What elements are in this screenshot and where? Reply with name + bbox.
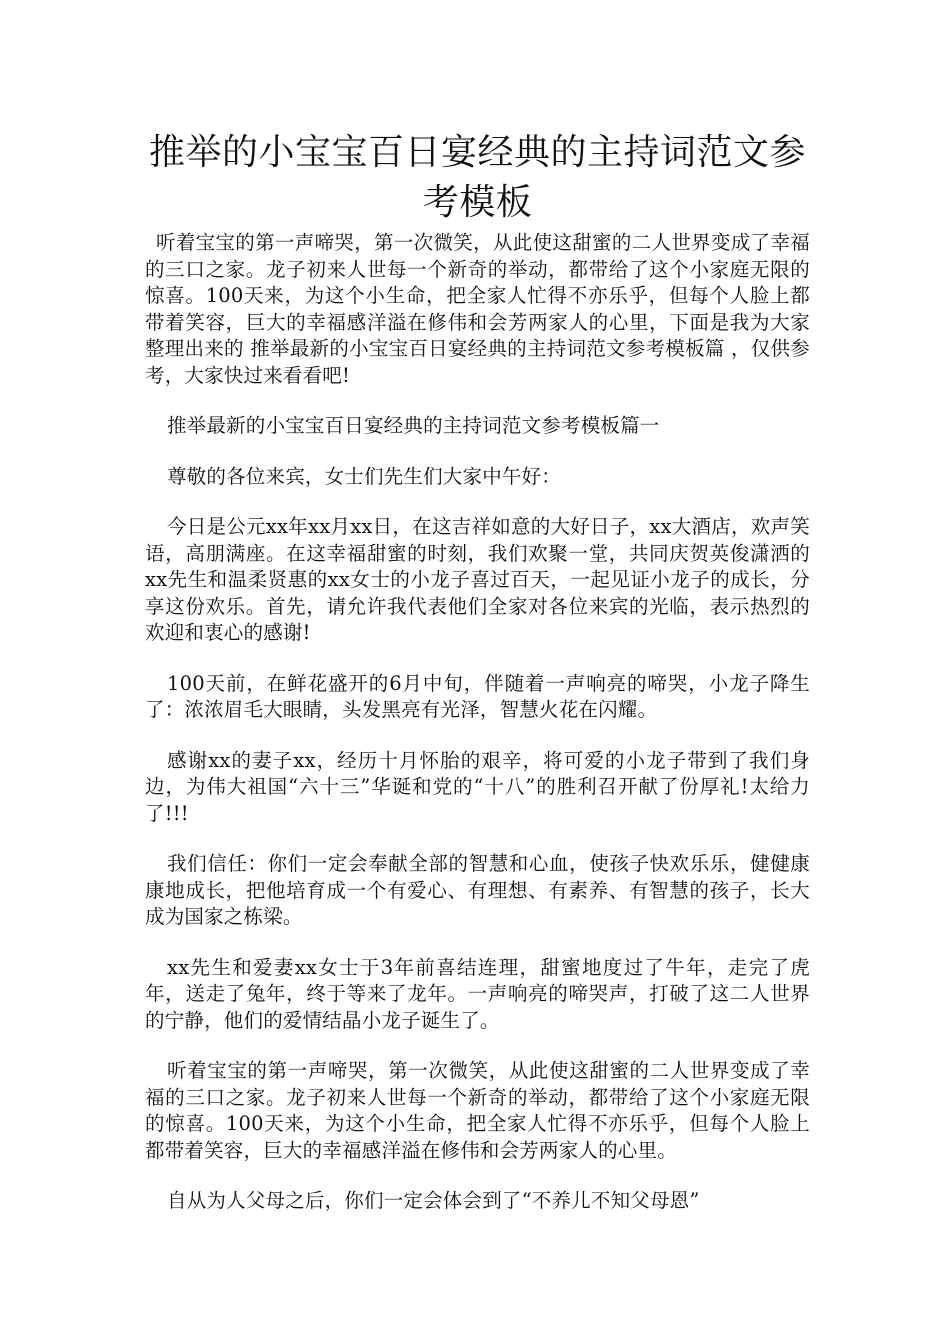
body-paragraph: 听着宝宝的第一声啼哭，第一次微笑，从此使这甜蜜的二人世界变成了幸福的三口之家。龙子初来人世每一个新奇的举动，都带给了这个小家庭无限的惊喜。100天来，为这个小生命，把全家人忙得不亦乐乎，但每个人脸上都带着笑容，巨大的幸福感洋溢在修伟和会芳两家人的心里。 bbox=[145, 1059, 810, 1162]
paragraph-spacer bbox=[145, 931, 810, 955]
body-paragraph: 自从为人父母之后，你们一定会体会到了“不养儿不知父母恩” bbox=[167, 1189, 700, 1212]
document-page bbox=[145, 128, 810, 1215]
body-paragraph: 100天前，在鲜花盛开的6月中旬，伴随着一声响亮的啼哭，小龙子降生了：浓浓眉毛大眼睛，头发黑亮有光泽，智慧火花在闪耀。 bbox=[145, 671, 810, 721]
paragraph-spacer bbox=[145, 389, 810, 413]
paragraph-spacer bbox=[145, 827, 810, 851]
section-heading: 推举最新的小宝宝百日宴经典的主持词范文参考模板篇一 bbox=[167, 414, 660, 437]
paragraph-spacer bbox=[145, 1164, 810, 1188]
body-paragraph: 我们信任：你们一定会奉献全部的智慧和心血，使孩子快欢乐乐，健健康康地成长，把他培育成一个有爱心、有理想、有素养、有智慧的孩子，长大成为国家之栋梁。 bbox=[145, 852, 810, 928]
greeting-paragraph: 尊敬的各位来宾，女士们先生们大家中午好： bbox=[167, 464, 562, 488]
paragraph-spacer bbox=[145, 440, 810, 464]
intro-paragraph: 听着宝宝的第一声啼哭，第一次微笑，从此使这甜蜜的二人世界变成了幸福的三口之家。龙子初来人世每一个新奇的举动，都带给了这个小家庭无限的惊喜。100天来，为这个小生命，把全家人忙得不亦乐乎，但每个人脸上都带着笑容，巨大的幸福感洋溢在修伟和会芳两家人的心里，下面是我为大家整理出来的 推举最新的小宝宝百日宴经典的主持词范文参考模板篇 ，仅供参考，大家快过来看看吧! bbox=[145, 231, 810, 387]
document-title: 推举的小宝宝百日宴经典的主持词范文参考模板 bbox=[148, 132, 806, 223]
body-paragraph: 感谢xx的妻子xx，经历十月怀胎的艰辛，将可爱的小龙子带到了我们身边，为伟大祖国“六十三”华诞和党的“十八”的胜利召开献了份厚礼!太给力了!!! bbox=[145, 748, 810, 825]
paragraph-spacer bbox=[145, 724, 810, 748]
paragraph-spacer bbox=[145, 1034, 810, 1058]
paragraph-spacer bbox=[145, 490, 810, 514]
paragraph-spacer bbox=[145, 647, 810, 671]
body-paragraph: xx先生和爱妻xx女士于3年前喜结连理，甜蜜地度过了牛年，走完了虎年，送走了兔年，终于等来了龙年。一声响亮的啼哭声，打破了这二人世界的宁静，他们的爱情结晶小龙子诞生了。 bbox=[145, 955, 810, 1032]
body-paragraph: 今日是公元xx年xx月xx日，在这吉祥如意的大好日子，xx大酒店，欢声笑语，高朋满座。在这幸福甜蜜的时刻，我们欢聚一堂，共同庆贺英俊潇洒的xx先生和温柔贤惠的xx女士的小龙子喜过百天，一起见证小龙子的成长，分享这份欢乐。首先，请允许我代表他们全家对各位来宾的光临，表示热烈的欢迎和衷心的感谢! bbox=[145, 515, 810, 644]
